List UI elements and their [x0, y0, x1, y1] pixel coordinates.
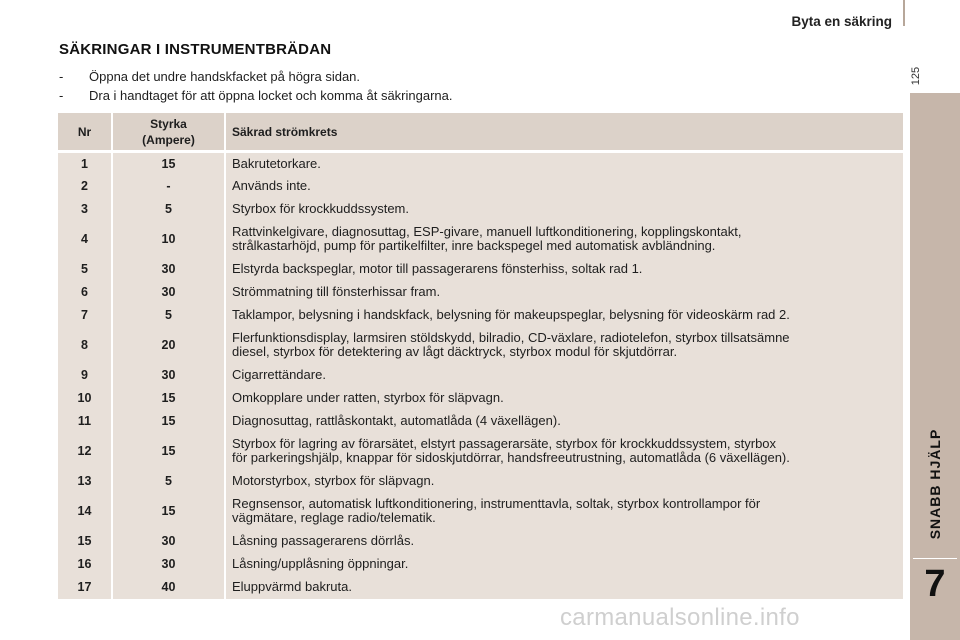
chapter-tab-label: SNABB HJÄLP: [927, 428, 943, 540]
fuse-circuit-line: Bakrutetorkare.: [232, 155, 321, 171]
fuse-ampere: 30: [112, 530, 225, 553]
chapter-number: 7: [924, 563, 946, 605]
fuse-circuit-line: Styrbox för lagring av förarsätet, elstyrt passagerarsäte, styrbox för krockkuddssystem, styrbox: [232, 436, 777, 451]
fuse-number: 1: [58, 152, 112, 175]
fuse-circuit: [225, 304, 903, 327]
instruction-text: Öppna det undre handskfacket på högra sidan.: [89, 69, 361, 84]
fuse-circuit-line: Taklampor, belysning i handskfack, belysning för makeupspeglar, belysning för videoskärm rad 2.: [232, 307, 790, 322]
fuse-ampere: 30: [112, 553, 225, 576]
fuse-number: 6: [58, 281, 112, 304]
fuse-number: 17: [58, 576, 112, 599]
fuse-circuit-line: Omkopplare under ratten, styrbox för släpvagn.: [232, 390, 504, 405]
fuse-circuit-line: Strömmatning till fönsterhissar fram.: [232, 284, 441, 299]
fuse-circuit-line: Låsning/upplåsning öppningar.: [232, 556, 409, 571]
fuse-circuit: [225, 258, 903, 281]
fuse-circuit: [225, 152, 903, 175]
fuse-number: 15: [58, 530, 112, 553]
list-dash: -: [59, 87, 64, 103]
fuse-number: 7: [58, 304, 112, 327]
page-number: 125: [910, 66, 922, 86]
fuse-number: 2: [58, 175, 112, 198]
table-row: [58, 198, 903, 221]
table-row: [58, 258, 903, 281]
fuse-circuit-line: Regnsensor, automatisk luftkonditionering, instrumenttavla, soltak, styrbox kontrollampor för: [232, 496, 761, 511]
table-row: [58, 470, 903, 493]
fuse-circuit-line: Eluppvärmd bakruta.: [232, 579, 352, 594]
fuse-circuit: [225, 493, 903, 530]
fuse-number: 4: [58, 221, 112, 258]
fuse-number: 5: [58, 258, 112, 281]
fuse-number: 14: [58, 493, 112, 530]
fuse-circuit: [225, 553, 903, 576]
fuse-circuit: [225, 433, 903, 470]
header-nr: Nr: [58, 113, 112, 152]
instruction-text: Dra i handtaget för att öppna locket och komma åt säkringarna.: [89, 87, 453, 103]
fuse-number: 8: [58, 327, 112, 364]
table-row: [58, 530, 903, 553]
fuse-circuit: [225, 364, 903, 387]
fuse-circuit-line: Elstyrda backspeglar, motor till passagerarens fönsterhiss, soltak rad 1.: [232, 261, 643, 276]
section-title: SÄKRINGAR I INSTRUMENTBRÄDAN: [59, 41, 332, 58]
chapter-tab-divider: [913, 558, 957, 559]
fuse-circuit: [225, 175, 903, 198]
fuse-number: 11: [58, 410, 112, 433]
fuse-ampere: 5: [112, 470, 225, 493]
fuse-number: 16: [58, 553, 112, 576]
fuse-circuit: [225, 470, 903, 493]
fuse-circuit: [225, 221, 903, 258]
fuse-circuit-line: Styrbox för krockkuddssystem.: [232, 201, 409, 216]
table-row: [58, 221, 903, 258]
fuse-ampere: 30: [112, 364, 225, 387]
fuse-circuit: [225, 530, 903, 553]
instruction-item: [59, 87, 452, 106]
table-row: [58, 553, 903, 576]
header-divider: [903, 0, 905, 26]
fuse-ampere: 20: [112, 327, 225, 364]
table-row: [58, 175, 903, 198]
fuse-circuit-line: diesel, styrbox för detektering av lågt däcktryck, styrbox modul för skjutdörrar.: [232, 344, 678, 359]
fuse-circuit: [225, 327, 903, 364]
fuse-ampere: 30: [112, 258, 225, 281]
fuse-ampere: 10: [112, 221, 225, 258]
watermark: carmanualsonline.info: [560, 604, 800, 631]
page-header-title: Byta en säkring: [791, 14, 892, 29]
list-dash: -: [59, 69, 64, 84]
fuse-circuit-line: Låsning passagerarens dörrlås.: [232, 533, 415, 548]
fuse-ampere: 15: [112, 433, 225, 470]
table-row: [58, 387, 903, 410]
fuse-circuit: [225, 198, 903, 221]
table-row: [58, 410, 903, 433]
fuse-table-body: [58, 152, 903, 599]
fuse-number: 12: [58, 433, 112, 470]
fuse-circuit-line: vägmätare, reglage radio/telematik.: [232, 510, 436, 525]
fuse-circuit-line: Motorstyrbox, styrbox för släpvagn.: [232, 473, 435, 488]
header-circuit: Säkrad strömkrets: [225, 113, 903, 152]
fuse-ampere: 40: [112, 576, 225, 599]
table-row: [58, 364, 903, 387]
fuse-ampere: 30: [112, 281, 225, 304]
fuse-ampere: 15: [112, 152, 225, 175]
instruction-item: [59, 68, 452, 87]
fuse-ampere: 15: [112, 493, 225, 530]
fuse-circuit-line: för parkeringshjälp, knappar för sidoskjutdörrar, handsfreeutrustning, automatlåda (6 växellägen).: [232, 450, 790, 465]
fuse-ampere: 15: [112, 410, 225, 433]
fuse-number: 10: [58, 387, 112, 410]
fuse-circuit: [225, 410, 903, 433]
fuse-circuit-line: strålkastarhöjd, pump för partikelfilter, inre backspegel med automatisk avbländning.: [232, 238, 716, 253]
fuse-number: 9: [58, 364, 112, 387]
table-row: [58, 281, 903, 304]
fuse-circuit: [225, 281, 903, 304]
fuse-ampere: 5: [112, 198, 225, 221]
fuse-circuit-line: Rattvinkelgivare, diagnosuttag, ESP-givare, manuell luftkonditionering, kopplingskontakt,: [232, 224, 742, 239]
fuse-circuit-line: Används inte.: [232, 178, 311, 193]
fuse-number: 3: [58, 198, 112, 221]
fuse-circuit-line: Diagnosuttag, rattlåskontakt, automatlåda (4 växellägen).: [232, 413, 561, 428]
table-row: [58, 493, 903, 530]
table-row: [58, 433, 903, 470]
table-row: [58, 152, 903, 175]
fuse-ampere: -: [112, 175, 225, 198]
table-row: [58, 576, 903, 599]
table-row: [58, 327, 903, 364]
fuse-circuit: [225, 387, 903, 410]
fuse-ampere: 15: [112, 387, 225, 410]
header-ampere-line1: Styrka: [150, 116, 187, 131]
header-ampere-line2: (Ampere): [142, 132, 195, 147]
fuse-ampere: 5: [112, 304, 225, 327]
table-header-row: [58, 113, 903, 152]
fuse-circuit: [225, 576, 903, 599]
instruction-list: [59, 68, 452, 105]
fuse-number: 13: [58, 470, 112, 493]
fuse-circuit-line: Cigarrettändare.: [232, 367, 326, 382]
header-ampere: [112, 113, 225, 152]
table-row: [58, 304, 903, 327]
fuse-circuit-line: Flerfunktionsdisplay, larmsiren stöldskydd, bilradio, CD-växlare, radiotelefon, styrbox tillsatsämne: [232, 330, 790, 345]
fuse-table: [58, 113, 903, 599]
